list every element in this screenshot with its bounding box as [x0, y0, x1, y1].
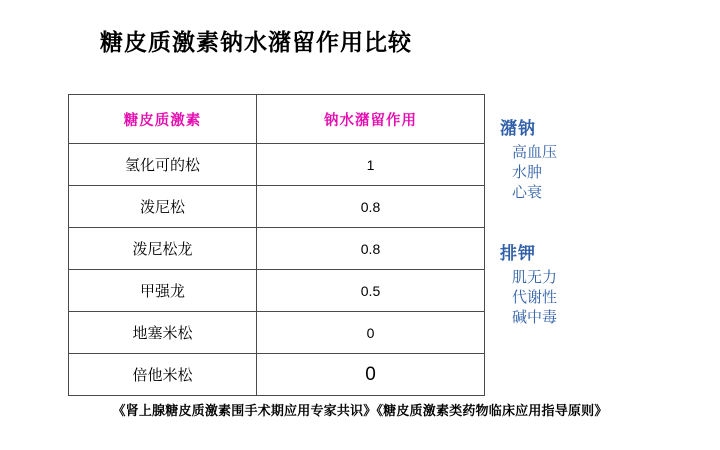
note-sodium-item: 高血压	[512, 143, 558, 161]
table-row	[69, 144, 485, 186]
column-header-drug: 糖皮质激素	[69, 95, 257, 144]
table-body	[69, 144, 485, 396]
note-potassium-heading: 排钾	[500, 244, 536, 263]
source-reference: 《肾上腺糖皮质激素围手术期应用专家共识》《糖皮质激素类药物临床应用指导原则》	[112, 403, 608, 418]
cell-drug-name: 地塞米松	[69, 312, 257, 354]
cell-drug-value: 0	[257, 312, 485, 354]
cell-drug-value: 0.8	[257, 228, 485, 270]
column-header-sodium-retention: 钠水潴留作用	[257, 95, 485, 144]
page-title: 糖皮质激素钠水潴留作用比较	[100, 29, 412, 55]
cell-drug-value: 0.5	[257, 270, 485, 312]
table-row	[69, 312, 485, 354]
note-sodium-heading: 潴钠	[500, 119, 536, 138]
note-potassium-item: 肌无力	[512, 268, 558, 286]
table-header	[69, 95, 485, 144]
note-sodium-retention	[500, 118, 557, 204]
cell-drug-name: 泼尼松龙	[69, 228, 257, 270]
note-potassium-item: 碱中毒	[512, 309, 558, 327]
cell-drug-value: 1	[257, 144, 485, 186]
drug-comparison-table	[68, 94, 485, 396]
cell-drug-value: 0	[257, 354, 485, 396]
note-potassium-item: 代谢性	[512, 289, 558, 307]
cell-drug-name: 甲强龙	[69, 270, 257, 312]
table-row	[69, 186, 485, 228]
cell-drug-name: 倍他米松	[69, 354, 257, 396]
drug-comparison-table-wrapper	[68, 94, 478, 396]
note-sodium-item: 心衰	[512, 184, 543, 202]
table-header-row	[69, 95, 485, 144]
cell-drug-name: 氢化可的松	[69, 144, 257, 186]
cell-drug-name: 泼尼松	[69, 186, 257, 228]
table-row	[69, 354, 485, 396]
table-row	[69, 228, 485, 270]
note-potassium-excretion	[500, 243, 557, 329]
cell-drug-value: 0.8	[257, 186, 485, 228]
table-row	[69, 270, 485, 312]
note-sodium-item: 水肿	[512, 164, 543, 182]
